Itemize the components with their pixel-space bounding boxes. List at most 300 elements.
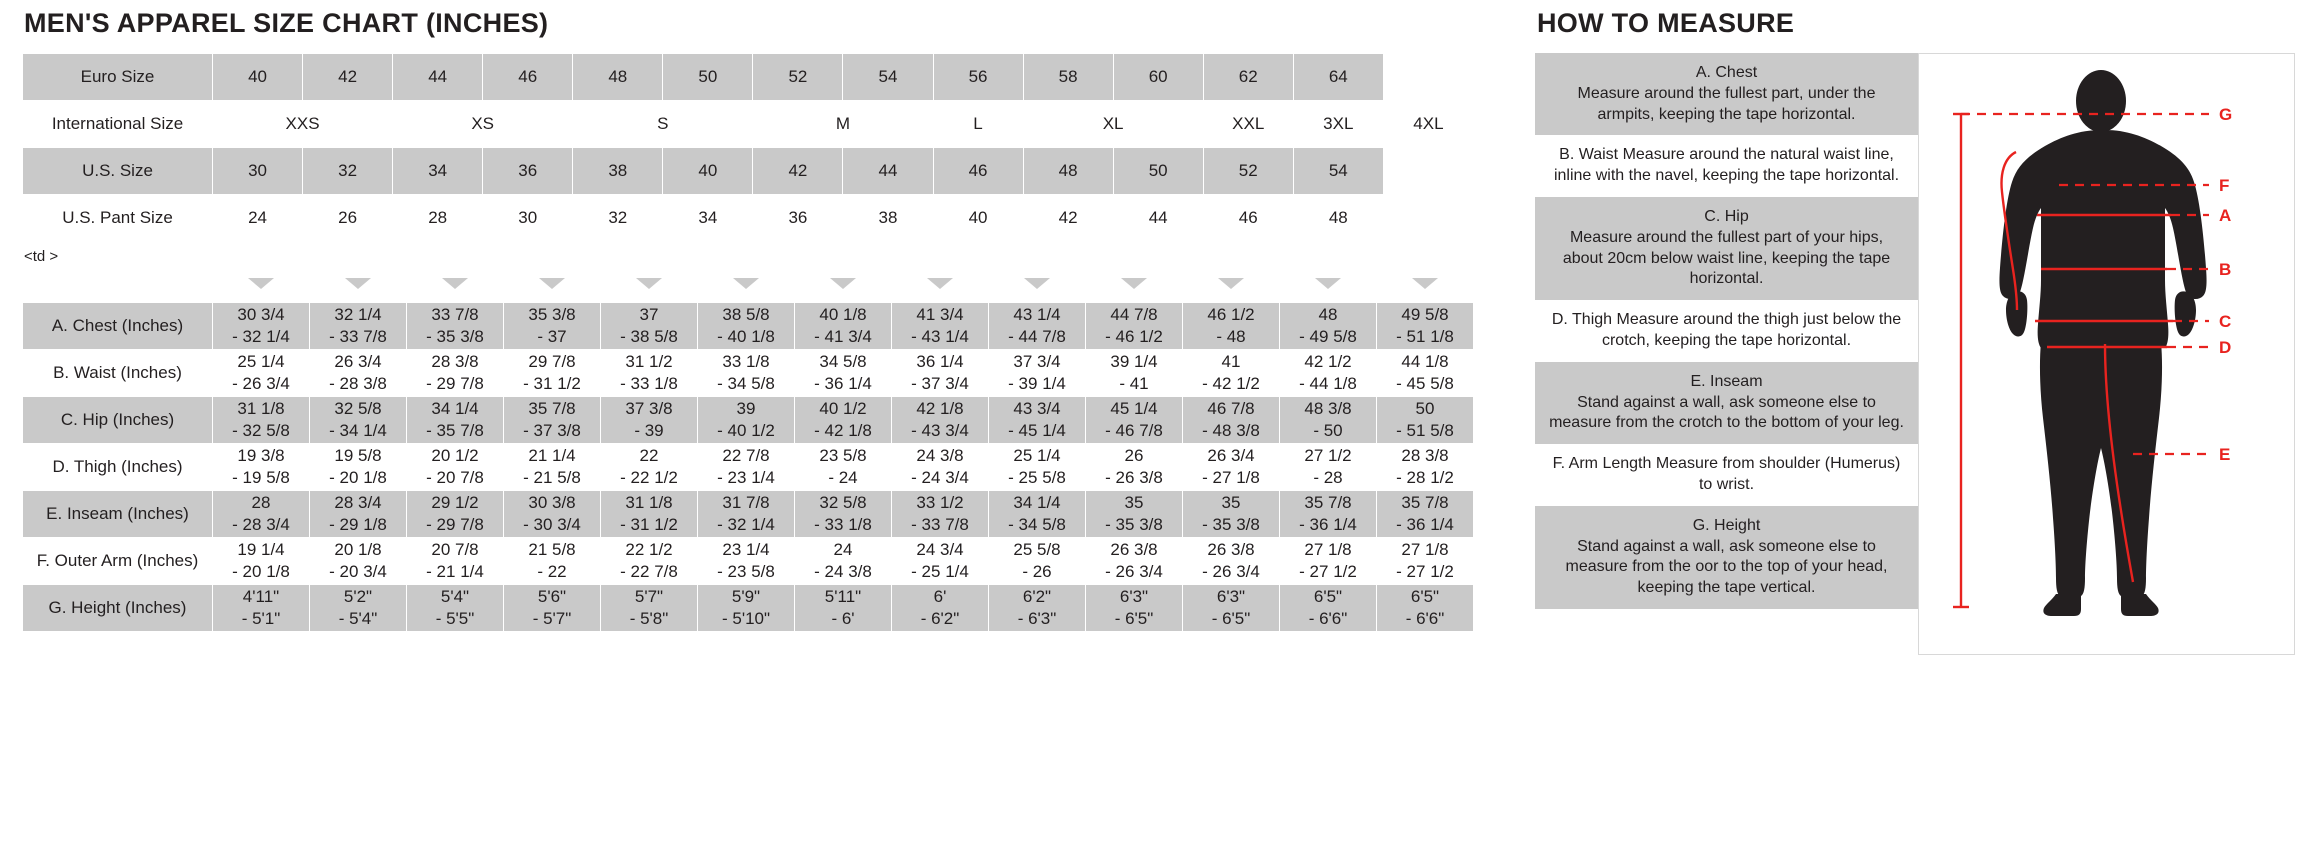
measure-min: 32 1/4 (334, 305, 382, 325)
table-cell (504, 491, 601, 538)
measure-max: - 29 1/8 (329, 515, 387, 534)
measure-max: - 6' (831, 609, 855, 628)
table-cell (989, 303, 1086, 350)
measure-max: - 36 1/4 (814, 374, 872, 393)
chevron-down-icon (1412, 278, 1438, 289)
chevron-down-icon (927, 278, 953, 289)
measure-max: - 26 3/4 (232, 374, 290, 393)
table-cell (1183, 397, 1280, 444)
table-cell (892, 538, 989, 585)
table-cell (213, 397, 310, 444)
measure-max: - 28 3/4 (232, 515, 290, 534)
table-cell (601, 303, 698, 350)
chevron-down-icon (345, 278, 371, 289)
column-select-arrow[interactable] (1376, 268, 1473, 302)
table-cell: 50 (1113, 148, 1203, 195)
table-cell (989, 397, 1086, 444)
measure-max: - 33 7/8 (911, 515, 969, 534)
measure-min: 20 1/2 (431, 446, 479, 466)
chevron-down-icon (636, 278, 662, 289)
table-cell: 38 (573, 148, 663, 195)
svg-text:F: F (2219, 176, 2230, 195)
measure-min: 4'11" (242, 587, 280, 607)
table-cell: 46 (483, 54, 573, 101)
table-cell (795, 397, 892, 444)
measure-max: - 44 1/8 (1299, 374, 1357, 393)
measure-max: - 40 1/2 (717, 421, 775, 440)
measure-min: 35 3/8 (528, 305, 576, 325)
table-cell: 36 (753, 195, 843, 242)
table-cell: XS (393, 101, 573, 148)
table-cell: XL (1023, 101, 1203, 148)
measure-max: - 32 5/8 (232, 421, 290, 440)
table-cell (213, 585, 310, 632)
table-cell (1377, 491, 1474, 538)
table-cell (1183, 303, 1280, 350)
measure-max: - 33 1/8 (620, 374, 678, 393)
measure-min: 39 (736, 399, 756, 419)
measure-min: 25 5/8 (1013, 540, 1061, 560)
table-cell: 60 (1113, 54, 1203, 101)
measure-max: - 24 3/8 (814, 562, 872, 581)
table-cell: 48 (573, 54, 663, 101)
measure-min: 40 1/8 (819, 305, 867, 325)
measure-max: - 34 5/8 (717, 374, 775, 393)
measure-min: 19 1/4 (237, 540, 285, 560)
table-cell (601, 491, 698, 538)
measure-min: 46 1/2 (1207, 305, 1255, 325)
measure-max: - 41 (1119, 374, 1149, 393)
table-row (23, 303, 1474, 350)
measure-max: - 46 1/2 (1105, 327, 1163, 346)
male-silhouette-icon (1999, 70, 2206, 616)
measure-max: - 34 5/8 (1008, 515, 1066, 534)
measure-max: - 28 3/8 (329, 374, 387, 393)
row-label: D. Thigh (Inches) (23, 444, 213, 491)
table-cell: 34 (393, 148, 483, 195)
measure-min: 24 (833, 540, 853, 560)
measure-max: - 46 7/8 (1105, 421, 1163, 440)
measure-max: - 39 1/4 (1008, 374, 1066, 393)
chevron-down-icon (1218, 278, 1244, 289)
table-cell (698, 397, 795, 444)
measure-min: 19 3/8 (237, 446, 285, 466)
measure-min: 32 5/8 (334, 399, 382, 419)
measure-min: 37 (639, 305, 659, 325)
table-cell: 44 (1113, 195, 1203, 242)
table-cell (407, 444, 504, 491)
measure-min: 5'2" (343, 587, 373, 607)
table-cell (310, 397, 407, 444)
table-cell: 34 (663, 195, 753, 242)
table-cell: 3XL (1293, 101, 1383, 148)
measure-min: 23 1/4 (722, 540, 770, 560)
row-label: F. Outer Arm (Inches) (23, 538, 213, 585)
measure-max: - 31 1/2 (523, 374, 581, 393)
table-cell (989, 444, 1086, 491)
measure-max: - 37 (537, 327, 567, 346)
measure-max: - 5'7" (532, 609, 572, 628)
measure-min: 19 5/8 (334, 446, 382, 466)
measure-max: - 21 1/4 (426, 562, 484, 581)
measure-max: - 44 7/8 (1008, 327, 1066, 346)
measure-min: 23 5/8 (819, 446, 867, 466)
measure-max: - 50 (1313, 421, 1343, 440)
measure-instruction: G. Height Stand against a wall, ask someone else to measure from the oor to the top of your head, keeping the tape vertical. (1535, 506, 1918, 609)
column-select-arrow[interactable] (406, 268, 503, 302)
measure-instruction: E. Inseam Stand against a wall, ask someone else to measure from the crotch to the bottom of your leg. (1535, 362, 1918, 444)
column-select-arrow[interactable] (1085, 268, 1182, 302)
measure-max: - 23 5/8 (717, 562, 775, 581)
table-cell (795, 350, 892, 397)
table-cell (310, 585, 407, 632)
svg-text:G: G (2219, 105, 2233, 124)
table-cell (1183, 585, 1280, 632)
table-cell: 4XL (1383, 101, 1473, 148)
measure-min: 6'5" (1313, 587, 1343, 607)
table-cell: 42 (1023, 195, 1113, 242)
measure-max: - 5'4" (338, 609, 378, 628)
measure-min: 38 5/8 (722, 305, 770, 325)
column-arrow-row (22, 267, 1474, 302)
measure-max: - 27 1/2 (1299, 562, 1357, 581)
row-label: G. Height (Inches) (23, 585, 213, 632)
table-cell (989, 350, 1086, 397)
measure-max: - 45 1/4 (1008, 421, 1066, 440)
table-cell (989, 538, 1086, 585)
row-label: U.S. Pant Size (23, 195, 213, 242)
measure-min: 25 1/4 (237, 352, 285, 372)
measure-max: - 6'2" (920, 609, 960, 628)
measure-min: 20 7/8 (431, 540, 479, 560)
row-label: U.S. Size (23, 148, 213, 195)
table-cell (213, 303, 310, 350)
body-diagram-svg (1919, 54, 2294, 654)
table-cell (1377, 585, 1474, 632)
body-diagram (1918, 53, 2295, 655)
measure-max: - 37 3/4 (911, 374, 969, 393)
table-cell (213, 350, 310, 397)
measure-min: 29 1/2 (431, 493, 479, 513)
measure-instruction: A. Chest Measure around the fullest part, under the armpits, keeping the tape horizontal. (1535, 53, 1918, 135)
chevron-down-icon (830, 278, 856, 289)
measure-max: - 35 3/8 (1105, 515, 1163, 534)
measure-max: - 42 1/8 (814, 421, 872, 440)
table-cell (310, 350, 407, 397)
table-cell (504, 444, 601, 491)
table-cell (1183, 350, 1280, 397)
table-cell (213, 444, 310, 491)
table-cell: 42 (753, 148, 843, 195)
measure-max: - 24 3/4 (911, 468, 969, 487)
table-cell (1183, 491, 1280, 538)
measure-min: 26 3/8 (1110, 540, 1158, 560)
table-row (23, 538, 1474, 585)
table-cell: 24 (213, 195, 303, 242)
table-cell: XXL (1203, 101, 1293, 148)
row-label: A. Chest (Inches) (23, 303, 213, 350)
measure-max: - 39 (634, 421, 664, 440)
measure-min: 28 3/8 (1401, 446, 1449, 466)
table-cell: M (753, 101, 933, 148)
chevron-down-icon (733, 278, 759, 289)
measure-max: - 22 1/2 (620, 468, 678, 487)
table-cell (407, 491, 504, 538)
table-cell (1086, 303, 1183, 350)
measure-min: 34 5/8 (819, 352, 867, 372)
table-row (23, 585, 1474, 632)
table-cell (892, 491, 989, 538)
measure-min: 50 (1415, 399, 1435, 419)
measure-min: 22 7/8 (722, 446, 770, 466)
measure-max: - 21 5/8 (523, 468, 581, 487)
measure-min: 26 (1124, 446, 1144, 466)
table-cell: L (933, 101, 1023, 148)
measure-max: - 35 7/8 (426, 421, 484, 440)
chevron-down-icon (539, 278, 565, 289)
measure-max: - 20 3/4 (329, 562, 387, 581)
column-select-arrow[interactable] (600, 268, 697, 302)
measure-max: - 29 7/8 (426, 374, 484, 393)
measure-min: 48 (1318, 305, 1338, 325)
table-cell (1377, 538, 1474, 585)
table-cell: 52 (1203, 148, 1293, 195)
measure-min: 20 1/8 (334, 540, 382, 560)
measure-min: 5'11" (824, 587, 862, 607)
measure-min: 33 7/8 (431, 305, 479, 325)
table-cell (1086, 585, 1183, 632)
column-select-arrow[interactable] (697, 268, 794, 302)
table-cell (1280, 303, 1377, 350)
measure-min: 21 5/8 (528, 540, 576, 560)
table-row (23, 444, 1474, 491)
chevron-down-icon (1315, 278, 1341, 289)
measure-min: 6'3" (1119, 587, 1149, 607)
table-cell: 58 (1023, 54, 1113, 101)
measure-max: - 42 1/2 (1202, 374, 1260, 393)
measure-min: 31 1/8 (625, 493, 673, 513)
table-cell (310, 491, 407, 538)
page-title: MEN'S APPAREL SIZE CHART (INCHES) (24, 8, 549, 38)
measure-max: - 26 3/8 (1105, 468, 1163, 487)
measure-instruction-list (1535, 53, 1918, 655)
measure-instruction: B. Waist Measure around the natural waist line, inline with the navel, keeping the tape horizontal. (1535, 135, 1918, 197)
measure-min: 42 1/8 (916, 399, 964, 419)
measure-max: - 24 (828, 468, 858, 487)
table-row (23, 101, 1474, 148)
svg-text:C: C (2219, 312, 2232, 331)
measure-min: 37 3/4 (1013, 352, 1061, 372)
measure-min: 27 1/2 (1304, 446, 1352, 466)
table-cell (698, 491, 795, 538)
table-cell (310, 303, 407, 350)
measure-min: 24 3/8 (916, 446, 964, 466)
measure-min: 30 3/4 (237, 305, 285, 325)
measure-instruction: C. Hip Measure around the fullest part of your hips, about 20cm below waist line, keeping the tape horizontal. (1535, 197, 1918, 300)
measure-max: - 30 3/4 (523, 515, 581, 534)
measure-max: - 35 3/8 (426, 327, 484, 346)
measure-max: - 20 1/8 (232, 562, 290, 581)
measure-max: - 48 (1216, 327, 1246, 346)
measure-max: - 34 1/4 (329, 421, 387, 440)
measure-min: 41 3/4 (916, 305, 964, 325)
table-cell (892, 303, 989, 350)
table-cell (504, 397, 601, 444)
table-cell (601, 350, 698, 397)
measure-min: 6'5" (1410, 587, 1440, 607)
table-cell (213, 491, 310, 538)
table-cell (1086, 397, 1183, 444)
chevron-down-icon (442, 278, 468, 289)
table-row (23, 491, 1474, 538)
measure-min: 6'2" (1022, 587, 1052, 607)
measure-max: - 26 3/4 (1202, 562, 1260, 581)
measure-min: 35 (1221, 493, 1241, 513)
measure-min: 22 1/2 (625, 540, 673, 560)
measure-max: - 49 5/8 (1299, 327, 1357, 346)
table-row (23, 54, 1474, 101)
measure-instruction: D. Thigh Measure around the thigh just below the crotch, keeping the tape horizontal. (1535, 300, 1918, 362)
row-label: International Size (23, 101, 213, 148)
table-cell: 28 (393, 195, 483, 242)
table-cell (698, 538, 795, 585)
arrow-row (22, 268, 1474, 302)
measure-max: - 27 1/2 (1396, 562, 1454, 581)
row-label: Euro Size (23, 54, 213, 101)
measure-min: 28 (251, 493, 271, 513)
table-cell (795, 538, 892, 585)
measure-max: - 6'6" (1308, 609, 1348, 628)
column-select-arrow[interactable] (1279, 268, 1376, 302)
column-select-arrow[interactable] (1182, 268, 1279, 302)
table-cell (1086, 491, 1183, 538)
table-cell (213, 538, 310, 585)
measure-max: - 31 1/2 (620, 515, 678, 534)
column-select-arrow[interactable] (503, 268, 600, 302)
measure-max: - 33 1/8 (814, 515, 872, 534)
how-to-measure-body (1535, 53, 2295, 655)
table-cell: 40 (663, 148, 753, 195)
measure-max: - 25 5/8 (1008, 468, 1066, 487)
measure-max: - 6'6" (1405, 609, 1445, 628)
table-cell: 48 (1293, 195, 1383, 242)
table-cell: 62 (1203, 54, 1293, 101)
measure-instruction: F. Arm Length Measure from shoulder (Humerus) to wrist. (1535, 444, 1918, 506)
table-cell: 46 (1203, 195, 1293, 242)
table-cell (698, 303, 795, 350)
table-cell: 32 (573, 195, 663, 242)
measure-min: 30 3/8 (528, 493, 576, 513)
table-cell (1086, 538, 1183, 585)
table-row (23, 148, 1474, 195)
table-cell (504, 303, 601, 350)
size-table-top (22, 53, 1474, 242)
table-cell (795, 491, 892, 538)
svg-text:B: B (2219, 260, 2232, 279)
stray-markup-note: <td > (24, 248, 59, 265)
table-cell (698, 350, 795, 397)
measure-min: 24 3/4 (916, 540, 964, 560)
measure-min: 34 1/4 (431, 399, 479, 419)
measurement-table (22, 302, 1474, 632)
table-cell (1183, 444, 1280, 491)
table-row (23, 350, 1474, 397)
measure-max: - 43 3/4 (911, 421, 969, 440)
table-cell (892, 350, 989, 397)
table-cell (698, 444, 795, 491)
table-cell (407, 397, 504, 444)
table-cell (601, 444, 698, 491)
table-cell: 26 (303, 195, 393, 242)
measure-min: 27 1/8 (1401, 540, 1449, 560)
measure-min: 5'6" (537, 587, 567, 607)
table-cell (1377, 303, 1474, 350)
table-cell (698, 585, 795, 632)
measure-max: - 20 7/8 (426, 468, 484, 487)
table-cell (795, 303, 892, 350)
chevron-down-icon (248, 278, 274, 289)
measure-min: 36 1/4 (916, 352, 964, 372)
measure-min: 31 1/8 (237, 399, 285, 419)
measure-min: 5'9" (731, 587, 761, 607)
measure-max: - 5'1" (241, 609, 281, 628)
svg-text:E: E (2219, 445, 2231, 464)
column-select-arrow[interactable] (212, 268, 309, 302)
table-cell (1280, 538, 1377, 585)
table-cell (1086, 444, 1183, 491)
measure-max: - 26 3/4 (1105, 562, 1163, 581)
measure-min: 43 1/4 (1013, 305, 1061, 325)
measure-min: 28 3/8 (431, 352, 479, 372)
measure-min: 40 1/2 (819, 399, 867, 419)
row-label: C. Hip (Inches) (23, 397, 213, 444)
measure-min: 35 (1124, 493, 1144, 513)
column-select-arrow[interactable] (988, 268, 1085, 302)
measure-min: 21 1/4 (528, 446, 576, 466)
measure-min: 46 7/8 (1207, 399, 1255, 419)
measure-min: 31 7/8 (722, 493, 770, 513)
table-cell (504, 585, 601, 632)
measure-min: 43 3/4 (1013, 399, 1061, 419)
measure-min: 42 1/2 (1304, 352, 1352, 372)
table-cell: 40 (933, 195, 1023, 242)
table-cell (601, 585, 698, 632)
measure-min: 31 1/2 (625, 352, 673, 372)
column-select-arrow[interactable] (794, 268, 891, 302)
table-cell (1280, 397, 1377, 444)
table-cell: XXS (213, 101, 393, 148)
column-select-arrow[interactable] (891, 268, 988, 302)
svg-text:A: A (2219, 206, 2232, 225)
measure-min: 35 7/8 (528, 399, 576, 419)
measure-max: - 6'5" (1211, 609, 1251, 628)
table-cell: 64 (1293, 54, 1383, 101)
column-select-arrow[interactable] (309, 268, 406, 302)
table-cell (892, 397, 989, 444)
measure-max: - 41 3/4 (814, 327, 872, 346)
measure-min: 41 (1221, 352, 1241, 372)
svg-text:D: D (2219, 338, 2232, 357)
measure-min: 25 1/4 (1013, 446, 1061, 466)
measure-max: - 43 1/4 (911, 327, 969, 346)
measure-min: 6' (933, 587, 947, 607)
table-cell (601, 538, 698, 585)
table-cell (1280, 491, 1377, 538)
table-cell (1086, 350, 1183, 397)
measure-min: 5'7" (634, 587, 664, 607)
table-cell: 52 (753, 54, 843, 101)
table-cell (1377, 444, 1474, 491)
